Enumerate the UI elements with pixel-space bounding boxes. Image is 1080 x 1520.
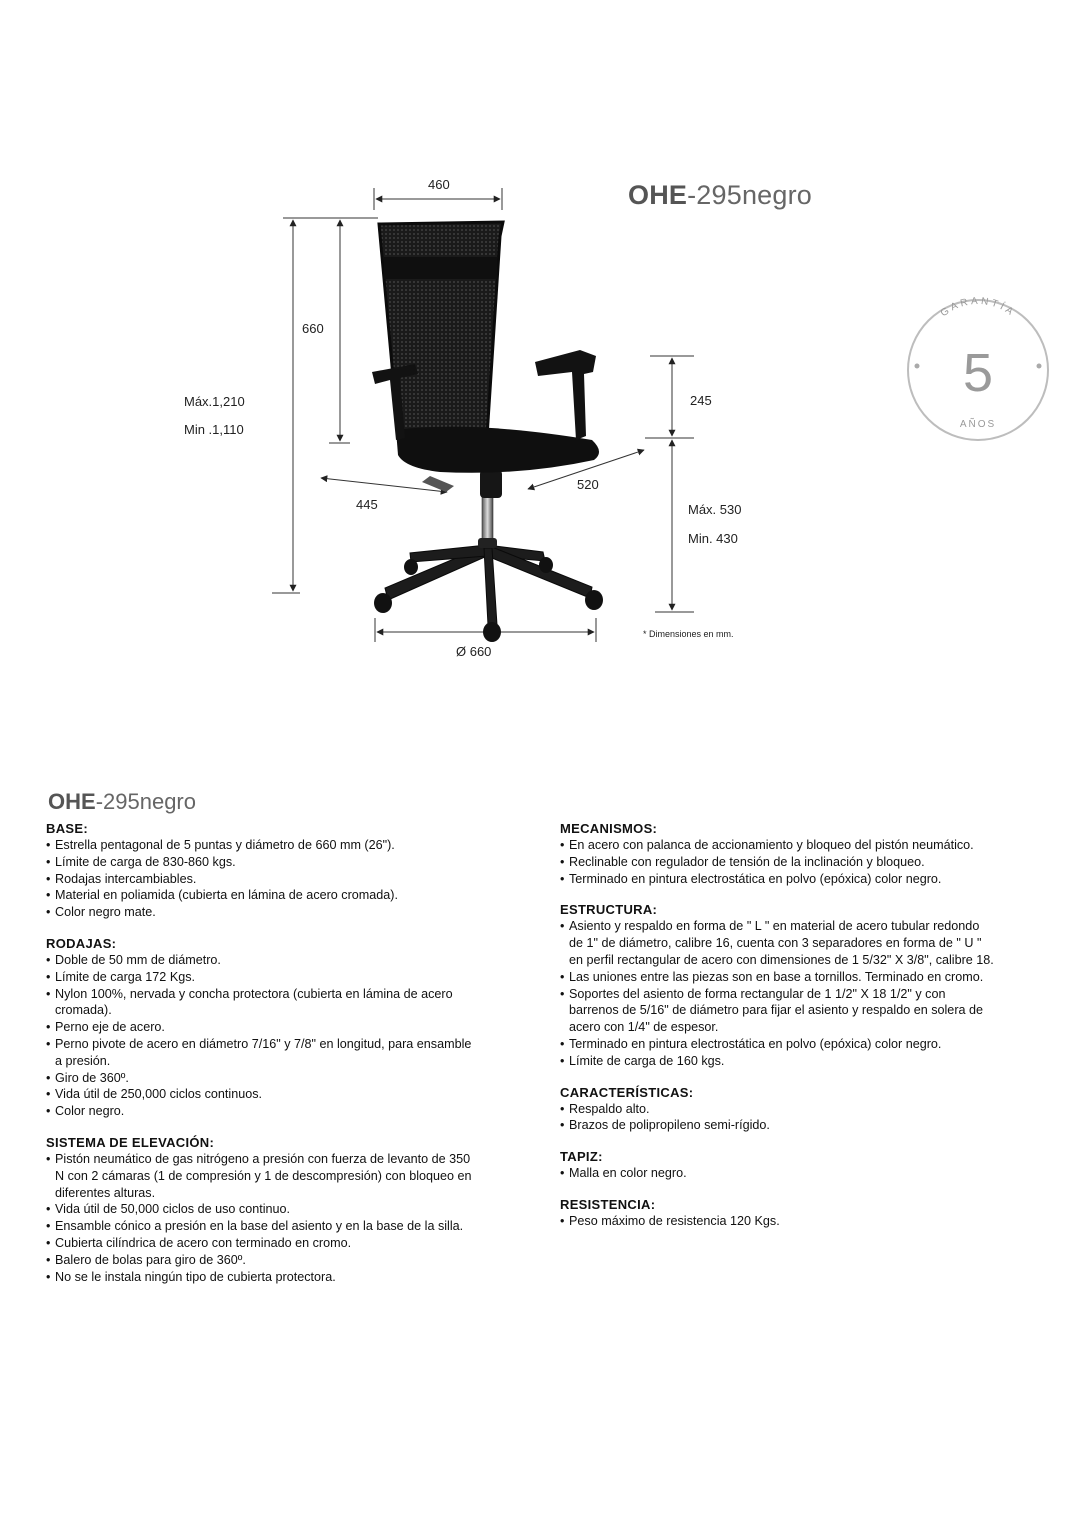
spec-section-title: SISTEMA DE ELEVACIÓN:: [46, 1134, 215, 1150]
product-code-bold: OHE: [628, 180, 688, 210]
spec-item: • Color negro mate.: [46, 904, 478, 921]
spec-section-title: MECANISMOS:: [560, 821, 658, 836]
spec-item: • Asiento y respaldo en forma de " L " en material de acero tubular redondo de 1" de diámetro, calibre 16, cuenta con 3 separadores en forma de " U " en perfil rectangular de acero con dimensiones de 1 5/32" X 3/8", calibre 18.: [560, 918, 996, 968]
spec-section-title: RESISTENCIA:: [560, 1196, 656, 1212]
spec-item: • Malla en color negro.: [560, 1165, 996, 1182]
dim-total-height-max: Máx.1,210: [184, 394, 245, 409]
spec-item: • Terminado en pintura electrostática en polvo (epóxica) color negro.: [560, 1036, 996, 1053]
product-code-rest-2: -295negro: [95, 789, 196, 814]
spec-list: [46, 837, 478, 921]
spec-item: • Perno eje de acero.: [46, 1019, 478, 1036]
spec-item: • Giro de 360º.: [46, 1070, 478, 1087]
spec-item: • Nylon 100%, nervada y concha protectora (cubierta en lámina de acero cromada).: [46, 986, 478, 1020]
spec-section-title: CARACTERÍSTICAS:: [560, 1084, 694, 1100]
chair-diagram: [0, 0, 1080, 700]
dim-base-diameter: Ø 660: [456, 644, 492, 659]
spec-item: • Respaldo alto.: [560, 1101, 996, 1118]
spec-item: • Pistón neumático de gas nitrógeno a presión con fuerza de levanto de 350 N con 2 cámaras (1 de compresión y 1 de descompresión) con bloqueo en diferentes alturas.: [46, 1151, 478, 1201]
chair-illustration: [372, 222, 603, 642]
spec-item: • Brazos de polipropileno semi-rígido.: [560, 1117, 996, 1134]
spec-item: • Límite de carga 172 Kgs.: [46, 969, 478, 986]
dim-armrest-height: 245: [690, 393, 712, 408]
spec-item: • Soportes del asiento de forma rectangular de 1 1/2" X 18 1/2" y con barrenos de 5/16" de diámetro para fijar el asiento y respaldo en solera de acero con 1/4" de espesor.: [560, 986, 996, 1036]
spec-item: • Reclinable con regulador de tensión de la inclinación y bloqueo.: [560, 854, 996, 871]
spec-list: [560, 1165, 996, 1182]
spec-list: [560, 1101, 996, 1135]
product-title-bottom: [48, 789, 196, 815]
dim-seat-depth: 445: [356, 497, 378, 512]
spec-section-title: BASE:: [46, 821, 88, 836]
spec-list: [46, 1151, 478, 1285]
dimensions-note: * Dimensiones en mm.: [643, 629, 734, 639]
spec-item: • Peso máximo de resistencia 120 Kgs.: [560, 1213, 996, 1230]
spec-section-title: ESTRUCTURA:: [560, 902, 658, 918]
spec-item: • Color negro.: [46, 1103, 478, 1120]
spec-list: [46, 952, 478, 1120]
spec-item: • Perno pivote de acero en diámetro 7/16" y 7/8" en longitud, para ensamble a presión.: [46, 1036, 478, 1070]
spec-list: [560, 837, 996, 887]
spec-item: • Material en poliamida (cubierta en lámina de acero cromada).: [46, 887, 478, 904]
spec-item: • En acero con palanca de accionamiento y bloqueo del pistón neumático.: [560, 837, 996, 854]
spec-item: • Vida útil de 250,000 ciclos continuos.: [46, 1086, 478, 1103]
spec-item: • Doble de 50 mm de diámetro.: [46, 952, 478, 969]
spec-list: [560, 918, 996, 1069]
dim-seat-height-max: Máx. 530: [688, 502, 742, 517]
spec-item: • Ensamble cónico a presión en la base del asiento y en la base de la silla.: [46, 1218, 478, 1235]
dim-width-top: 460: [428, 177, 450, 192]
dim-total-height-min: Min .1,110: [184, 422, 244, 437]
spec-item: • Las uniones entre las piezas son en base a tornillos. Terminado en cromo.: [560, 969, 996, 986]
spec-section-title: TAPIZ:: [560, 1149, 603, 1165]
dim-seat-width: 520: [577, 477, 599, 492]
svg-text:AÑOS: AÑOS: [959, 419, 997, 430]
spec-item: • No se le instala ningún tipo de cubierta protectora.: [46, 1269, 478, 1286]
spec-item: • Límite de carga de 160 kgs.: [560, 1053, 996, 1070]
spec-item: • Terminado en pintura electrostática en polvo (epóxica) color negro.: [560, 871, 996, 888]
svg-text:5: 5: [962, 343, 994, 403]
spec-item: • Vida útil de 50,000 ciclos de uso continuo.: [46, 1201, 478, 1218]
dim-seat-height-min: Min. 430: [688, 531, 738, 546]
specs-right-column: [560, 820, 996, 1244]
product-code-bold-2: OHE: [48, 789, 96, 814]
spec-item: • Balero de bolas para giro de 360º.: [46, 1252, 478, 1269]
spec-item: • Rodajas intercambiables.: [46, 871, 478, 888]
specs-left-column: [46, 820, 478, 1299]
svg-text:GARANTÍA: GARANTÍA: [938, 295, 1018, 320]
spec-item: • Límite de carga de 830-860 kgs.: [46, 854, 478, 871]
spec-item: • Estrella pentagonal de 5 puntas y diámetro de 660 mm (26").: [46, 837, 478, 854]
spec-item: • Cubierta cilíndrica de acero con terminado en cromo.: [46, 1235, 478, 1252]
product-code-rest: -295negro: [687, 180, 813, 210]
spec-section-title: RODAJAS:: [46, 935, 117, 951]
spec-list: [560, 1213, 996, 1230]
warranty-seal: [908, 296, 1048, 440]
dim-backrest-height: 660: [302, 321, 324, 336]
